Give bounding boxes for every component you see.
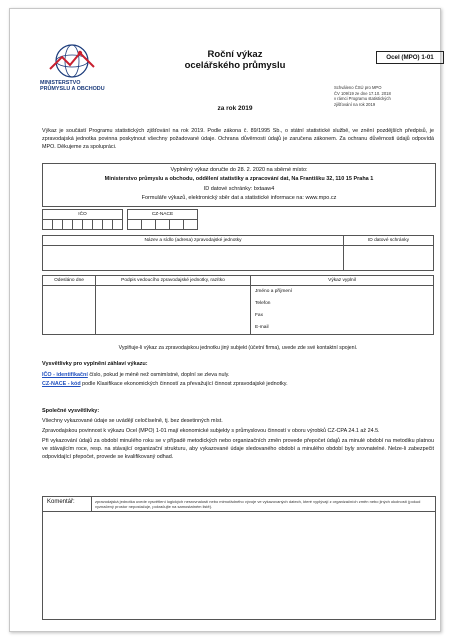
databox-label: ID datové schránky [344,236,434,246]
common-explanations-heading: Společné vysvětlivky: [42,408,100,414]
nace-digit-5[interactable] [184,220,198,230]
comment-separator [43,511,435,512]
signature-input[interactable] [96,286,251,335]
submission-deadline: Vyplněný výkaz doručte do 28. 2. 2020 na sběrné místo: [170,167,308,173]
ico-link[interactable]: IČO - identifikační [42,372,88,378]
form-year: za rok 2019 [217,105,253,112]
explanations-heading: Vysvětlivky pro vyplnění záhlaví výkazu: [42,361,148,367]
submission-address: Ministerstvo průmyslu a obchodu, oddělení statistiky a zpracování dat, Na Františku 32, 110 15 Praha 1 [104,176,374,182]
approval-line-4: zjišťování na rok 2019 [334,101,376,107]
nace-explanation-text: podle Klasifikace ekonomických činností za převažující činnost zpravodajské jednotky. [80,381,288,388]
sent-date-label: Odesláno dne [43,276,96,286]
third-party-footnote: Vyplňuje-li výkaz za zpravodajskou jednotku jiný subjekt (účetní firma), uvede zde své kontaktní spojení. [118,345,358,351]
ico-digit-1[interactable] [43,220,53,230]
filled-by-label: Výkaz vyplnil [251,276,434,286]
ico-digit-7[interactable] [103,220,113,230]
comment-label: Komentář: [47,499,75,505]
common-p1: Všechny vykazované údaje se uvádějí celočíselně, tj. bez desetinných míst. [42,418,223,424]
approval-note [334,85,391,107]
sent-date-input[interactable] [43,286,96,335]
signature-table [42,275,434,335]
databox-input[interactable] [344,246,434,271]
common-p3: Při vykazování údajů za období minulého roku se v případě metodických nebo organizačních změn provede přepočet údajů za minulé období na metodiku platnou ve stávajícím roce, resp. na stávající organizační strukturu, aby vykazované údaje sledovaného období a minulého období byly srovnatelné. Nelze-li zabezpečit odpovídající přepočet, provede se kvalifikovaný odhad. [42,438,434,461]
nace-explanation [42,380,434,389]
nace-digit-3[interactable] [156,220,170,230]
nace-digit-1[interactable] [128,220,142,230]
comment-divider [91,497,92,511]
ico-digit-8[interactable] [113,220,123,230]
ico-digit-3[interactable] [63,220,73,230]
form-page [9,8,441,632]
common-explanations [42,417,434,461]
signature-label: Podpis vedoucího zpravodajské jednotky, razítko [96,276,251,286]
ico-digit-4[interactable] [73,220,83,230]
form-title [160,49,310,71]
approval-line-1: Schváleno ČSÚ pro MPO [334,85,382,90]
submission-box [42,163,436,207]
approval-line-3: v rámci Programu statistických [334,96,391,102]
filled-fax-field[interactable]: Fax [251,310,434,322]
ministry-line-1: MINISTERSTVO [40,80,81,86]
ico-explanation [42,371,434,380]
nace-label: CZ-NACE [128,210,198,220]
name-input[interactable] [43,246,344,271]
nace-link[interactable]: CZ-NACE - kód [42,381,81,388]
approval-line-2: ČV 109/19 ze dne 17.10. 2018 [334,90,391,96]
name-label: Název a sídlo (adresa) zpravodajské jednotky [43,236,344,246]
title-line-2: ocelářského průmyslu [184,60,286,71]
ico-digit-6[interactable] [93,220,103,230]
filled-name-field[interactable]: Jméno a příjmení [251,286,434,299]
ministry-line-2: PRŮMYSLU A OBCHODU [40,86,105,93]
filled-phone-field[interactable]: Telefon [251,298,434,310]
ico-digit-5[interactable] [83,220,93,230]
report-code-box: Ocel (MPO) 1-01 [376,51,444,64]
common-p2: Zpravodajskou povinnost k výkazu Ocel (MPO) 1-01 mají ekonomické subjekty s průmyslovou činností v oboru výrobků CZ-CPA 24.1 až 24.5. [42,428,380,435]
name-table [42,235,434,271]
comment-box[interactable] [42,496,436,620]
explanations-list [42,371,434,389]
nace-digit-4[interactable] [170,220,184,230]
filled-email-field[interactable]: E-mail [251,322,434,335]
title-line-1: Roční výkaz [207,49,263,60]
ico-explanation-text: číslo, pokud je méně než osmimístné, doplní se zleva nuly. [87,372,230,378]
ministry-name [40,80,105,93]
id-table [42,209,198,230]
nace-digit-2[interactable] [142,220,156,230]
ico-label: IČO [43,210,123,220]
submission-databox: ID datové schránky: bxtaaw4 [203,186,275,192]
submission-web: Formuláře výkazů, elektronický sběr dat a statistické informace na: www.mpo.cz [141,195,337,201]
ico-digit-2[interactable] [53,220,63,230]
comment-instructions: zpravodajská jednotka uvede vysvětlení logických nesrovnalostí nebo mimořádného vývoje ve vykazovaných datech, které vyplývají z organizačních změn nebo jiných okolností (pokud vyznačený prostor nepostačuje, pokračujte na samostatném listě). [95,499,421,510]
intro-paragraph: Výkaz je součástí Programu statistických zjišťování na rok 2019. Podle zákona č. 89/1995 Sb., o státní statistické službě, ve znění pozdějších předpisů, je zpravodajská jednotka povinna poskytnout všechny požadované údaje. Ochrana důvěrnosti údajů je zaručena zákonem. Za ochranu důvěrnosti údajů odpovídá MPO. Děkujeme za spolupráci. [42,128,434,150]
